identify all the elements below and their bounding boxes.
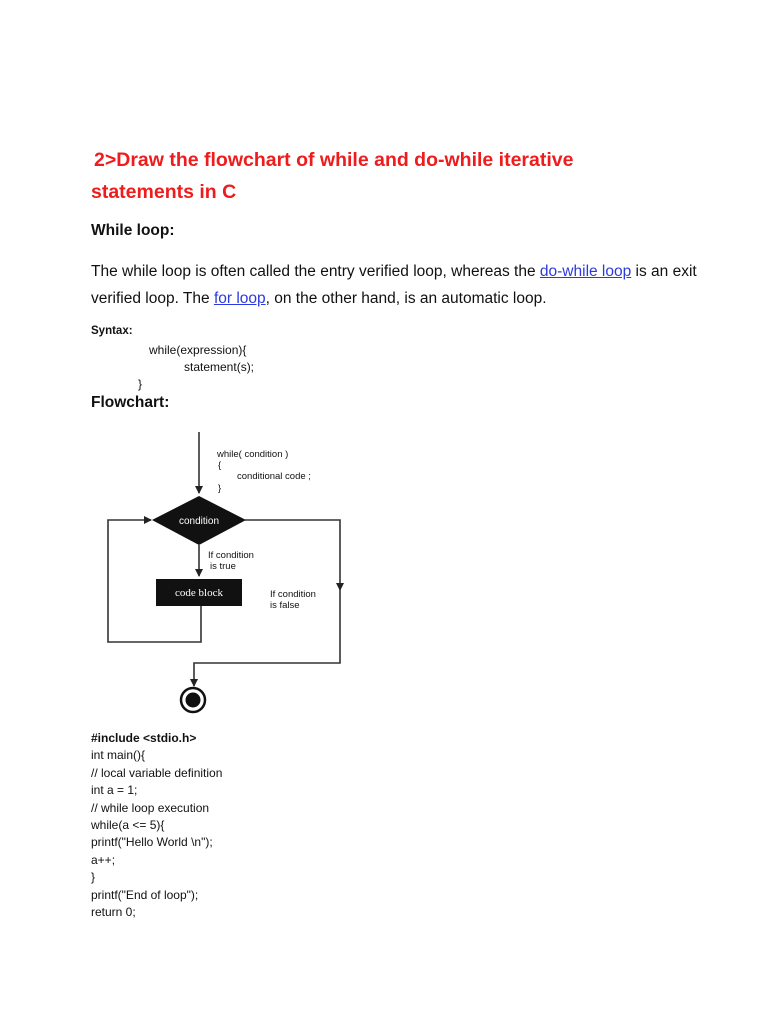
code-line: // while loop execution <box>91 800 210 815</box>
code-line: printf("Hello World \n"); <box>91 835 213 850</box>
syntax-line-1: while(expression){ <box>149 343 247 357</box>
flowchart-code-line-2: { <box>218 460 222 471</box>
code-line: } <box>91 870 96 885</box>
condition-label: condition <box>178 516 220 527</box>
for-loop-link[interactable]: for loop <box>213 290 266 307</box>
true-label-line-2: is true <box>210 561 236 572</box>
code-line: int a = 1; <box>91 783 138 798</box>
heading-line-2: statements in C <box>91 181 237 203</box>
end-node-inner <box>186 693 201 708</box>
code-block-label: code block <box>175 587 223 599</box>
while-loop-title: While loop: <box>91 222 175 239</box>
flowchart-code-line-1: while( condition ) <box>217 449 289 460</box>
flowchart-code-line-4: } <box>218 483 222 494</box>
code-line: printf("End of loop"); <box>91 887 199 902</box>
syntax-line-3: } <box>138 377 143 391</box>
description-text-1: The while loop is often called the entry verified loop, whereas the <box>91 263 540 280</box>
code-line: a++; <box>91 852 116 867</box>
code-line: return 0; <box>91 905 136 920</box>
syntax-label: Syntax: <box>91 325 133 337</box>
description-text-3: , on the other hand, is an automatic loop. <box>265 290 547 307</box>
code-listing <box>91 730 222 921</box>
code-line: int main(){ <box>91 748 146 763</box>
code-line: while(a <= 5){ <box>91 818 165 833</box>
code-line: #include <stdio.h> <box>91 731 197 745</box>
true-label-line-1: If condition <box>208 550 254 561</box>
description-text-2: is an exit verified loop. The <box>91 263 697 307</box>
syntax-line-2: statement(s); <box>184 360 255 374</box>
heading-line-1: 2>Draw the flowchart of while and do-while iterative <box>94 149 574 171</box>
flowchart-code-line-3: conditional code ; <box>237 471 311 482</box>
do-while-loop-link[interactable]: do-while loop <box>539 263 632 280</box>
code-line: // local variable definition <box>91 765 223 780</box>
false-label-line-1: If condition <box>270 589 316 600</box>
false-label-line-2: is false <box>270 600 300 611</box>
false-path-line <box>245 520 340 590</box>
flowchart-label: Flowchart: <box>91 394 170 411</box>
